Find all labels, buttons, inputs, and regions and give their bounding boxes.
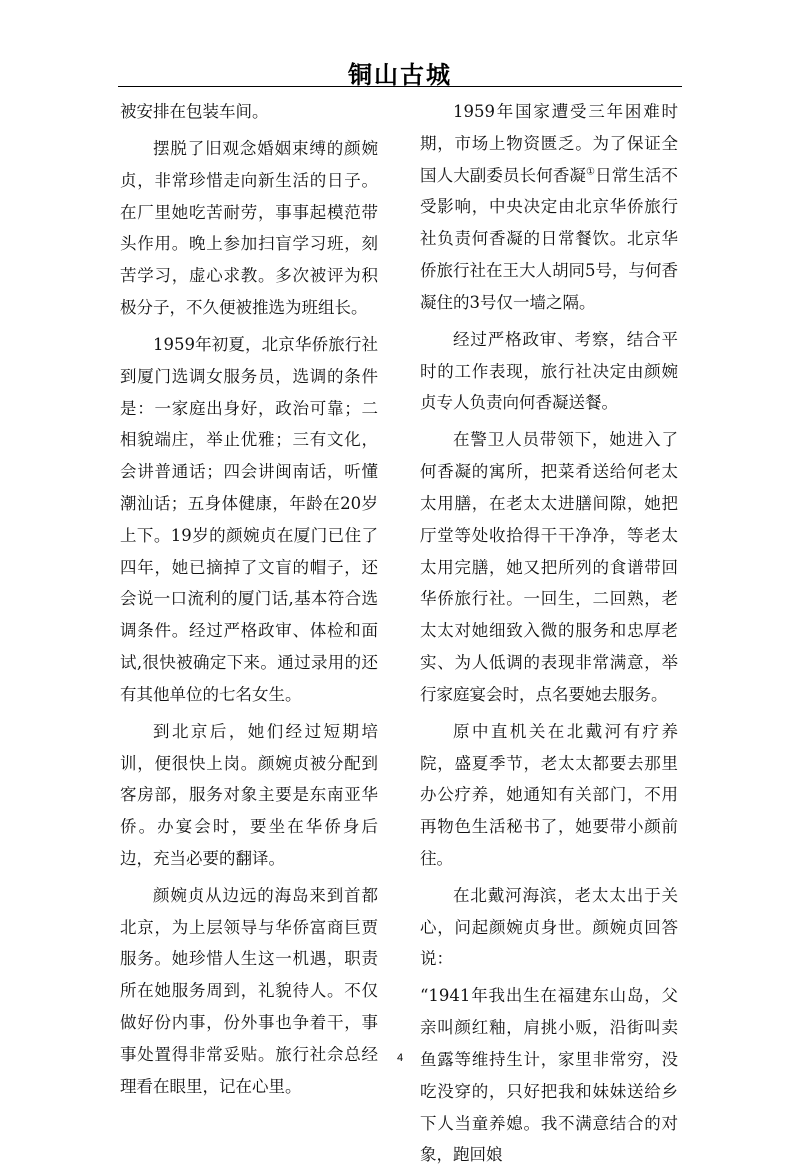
paragraph: 摆脱了旧观念婚姻束缚的颜婉贞，非常珍惜走向新生活的日子。在厂里她吃苦耐劳，事事起模范带头作用。晚上参加扫盲学习班，刻苦学习，虚心求教。多次被评为积极分子，不久便被推选为班组长。 xyxy=(120,138,378,317)
paragraph: 在北戴河海滨，老太太出于关心，问起颜婉贞身世。颜婉贞回答说： xyxy=(420,885,678,969)
page-number: 4 xyxy=(396,1052,404,1064)
paragraph: 经过严格政审、考察，结合平时的工作表现，旅行社决定由颜婉贞专人负责向何香凝送餐。 xyxy=(420,329,678,413)
running-header-title: 铜山古城 xyxy=(348,60,452,89)
paragraph xyxy=(420,96,678,319)
header-rule xyxy=(118,86,682,87)
paragraph: “1941年我出生在福建东山岛，父亲叫颜红釉，肩挑小贩，沿街叫卖鱼露等维持生计，家里非常穷，没吃没穿的，只好把我和妹妹送给乡下人当童养媳。我不满意结合的对象，跑回娘 xyxy=(420,986,678,1165)
footnote-marker: ① xyxy=(586,166,596,178)
paragraph-text: 日常生活不受影响，中央决定由北京华侨旅行社负责何香凝的日常餐饮。北京华侨旅行社在王大人胡同5号，与何香凝住的3号仅一墙之隔。 xyxy=(420,165,679,312)
paragraph: 1959年初夏，北京华侨旅行社到厦门选调女服务员，选调的条件是：一家庭出身好，政治可靠；二相貌端庄，举止优雅；三有文化，会讲普通话；四会讲闽南话，听懂潮汕话；五身体健康，年龄在20岁上下。19岁的颜婉贞在厦门已住了四年，她已摘掉了文盲的帽子，还会说一口流利的厦门话,基本符合选调条件。经过严格政审、体检和面试,很快被确定下来。通过录用的还有其他单位的七名女生。 xyxy=(120,334,378,704)
paragraph: 颜婉贞从边远的海岛来到首都北京，为上层领导与华侨富商巨贾服务。她珍惜人生这一机遇，职责所在她服务周到，礼貌待人。不仅做好份内事，份外事也争着干，事事处置得非常妥贴。旅行社佘总经理看在眼里，记在心里。 xyxy=(120,885,378,1096)
paragraph: 在警卫人员带领下，她进入了何香凝的寓所，把菜肴送给何老太太用膳，在老太太进膳间隙，她把厅堂等处收拾得干干净净，等老太太用完膳，她又把所列的食谱带回华侨旅行社。一回生，二回熟，老太太对她细致入微的服务和忠厚老实、为人低调的表现非常满意，举行家庭宴会时，点名要她去服务。 xyxy=(420,430,678,704)
paragraph: 原中直机关在北戴河有疗养院，盛夏季节，老太太都要去那里办公疗养，她通知有关部门，不用再物色生活秘书了，她要带小颜前往。 xyxy=(420,721,678,868)
right-column xyxy=(420,96,678,1176)
paragraph-text: 1959年国家遭受三年困难时期，市场上物资匮乏。为了保证全国人大副委员长何香凝 xyxy=(420,102,678,185)
left-column xyxy=(120,96,378,1108)
paragraph: 被安排在包装车间。 xyxy=(120,102,269,121)
paragraph: 到北京后，她们经过短期培训，便很快上岗。颜婉贞被分配到客房部，服务对象主要是东南亚华侨。办宴会时，要坐在华侨身后边，充当必要的翻译。 xyxy=(120,721,378,868)
